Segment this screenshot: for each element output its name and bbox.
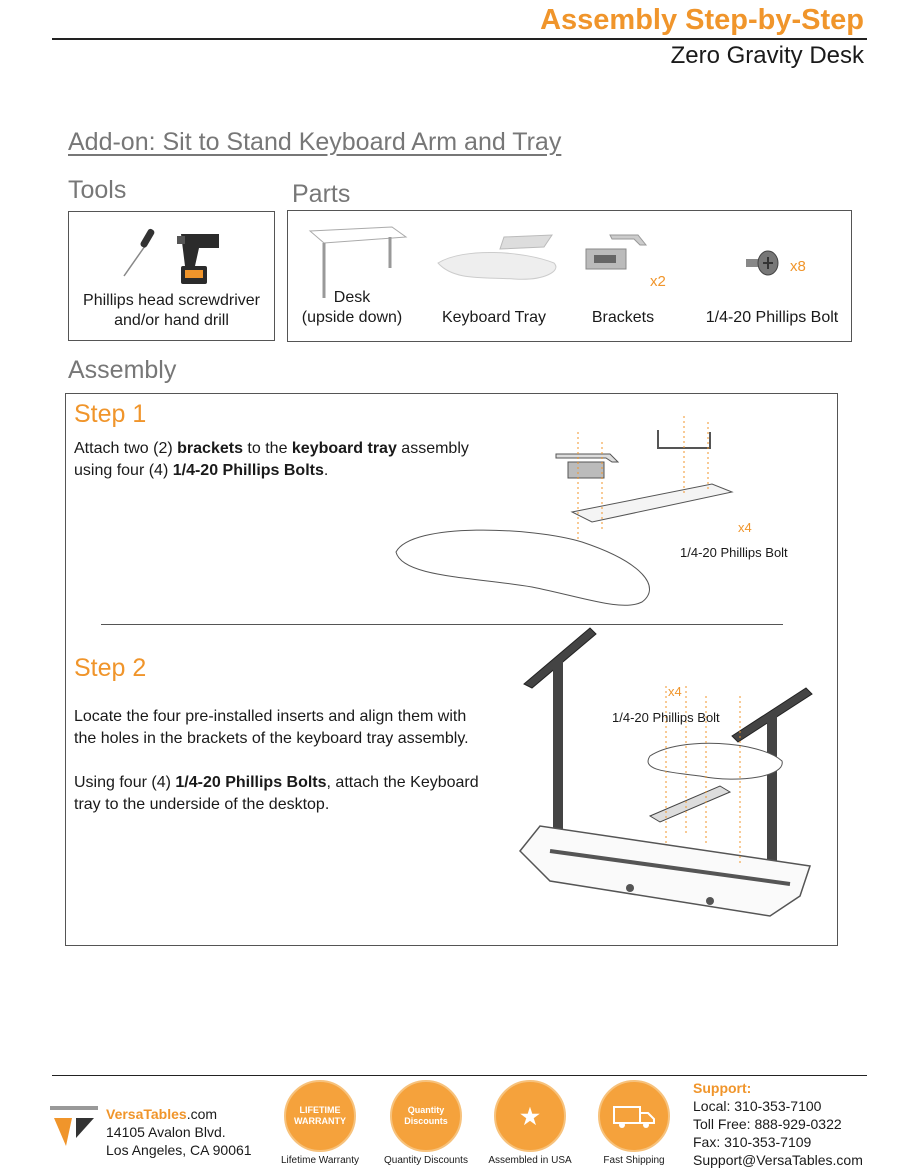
parts-bolt-qty: x8 [790,258,806,275]
fast-shipping-badge [598,1080,670,1152]
screwdriver-icon [124,228,155,276]
step-divider [101,624,783,625]
tools-heading: Tools [68,176,127,204]
lifetime-warranty-caption: Lifetime Warranty [281,1155,359,1166]
step2-callout-qty: x4 [668,684,682,699]
header-rule [52,38,867,40]
lifetime-warranty-badge: LIFETIME WARRANTY [284,1080,356,1152]
header-subtitle: Zero Gravity Desk [670,42,864,69]
tools-label-line2: and/or hand drill [114,312,229,329]
assembled-usa-caption: Assembled in USA [488,1155,572,1166]
parts-brackets-qty: x2 [650,273,666,290]
support-fax: Fax: 310-353-7109 [693,1134,812,1150]
step2-callout-label: 1/4-20 Phillips Bolt [612,710,720,725]
step1-title: Step 1 [74,400,147,428]
quantity-discounts-caption: Quantity Discounts [384,1155,468,1166]
parts-heading: Parts [292,180,351,208]
fast-shipping-caption: Fast Shipping [603,1155,665,1166]
parts-brackets: Brackets [591,309,655,326]
tools-box [68,211,275,341]
drill-icon [177,234,219,284]
footer-brand: VersaTables.com [106,1106,218,1122]
footer-address2: Los Angeles, CA 90061 [106,1142,252,1158]
support-email[interactable]: Support@VersaTables.com [693,1152,863,1168]
support-heading: Support: [693,1080,752,1096]
brackets-icon [580,227,650,277]
header-title: Assembly Step-by-Step [540,4,864,36]
footer-rule [52,1075,867,1076]
bolt-icon [744,249,784,279]
footer-address1: 14105 Avalon Blvd. [106,1124,226,1140]
assembly-heading: Assembly [68,356,177,384]
addon-title: Add-on: Sit to Stand Keyboard Arm and Tray [68,128,562,156]
keyboard-tray-icon [434,233,574,288]
assembled-usa-badge [494,1080,566,1152]
support-tollfree: Toll Free: 888-929-0322 [693,1116,842,1132]
support-local: Local: 310-353-7100 [693,1098,822,1114]
quantity-discounts-badge: Quantity Discounts [390,1080,462,1152]
step2-text: Locate the four pre-installed inserts and align them with the holes in the brackets of the keyboard tray assembly. Using four (4) 1/4-20 Phillips Bolts, attach the Keyboard tray to the underside of the desktop. [74,708,479,813]
parts-bolt: 1/4-20 Phillips Bolt [705,309,839,326]
truck-icon [612,1103,656,1129]
step2-title: Step 2 [74,654,147,682]
step1-text: Attach two (2) brackets to the keyboard tray assembly using four (4) 1/4-20 Phillips Bolts. [74,440,469,479]
star-icon: ★ [520,1103,540,1129]
parts-box [287,210,852,342]
assembly-box [65,393,838,946]
parts-desk-line1: Desk [333,289,371,306]
parts-keyboard-tray: Keyboard Tray [441,309,547,326]
screwdriver-drill-illustration [119,224,229,294]
tools-label-line1: Phillips head screwdriver [83,292,260,309]
versatables-logo-icon [50,1106,100,1156]
step1-callout-label: 1/4-20 Phillips Bolt [680,545,788,560]
step1-callout-qty: x4 [738,520,752,535]
parts-desk-line2: (upside down) [301,309,403,326]
step2-diagram [510,626,830,941]
step1-diagram [392,412,752,607]
